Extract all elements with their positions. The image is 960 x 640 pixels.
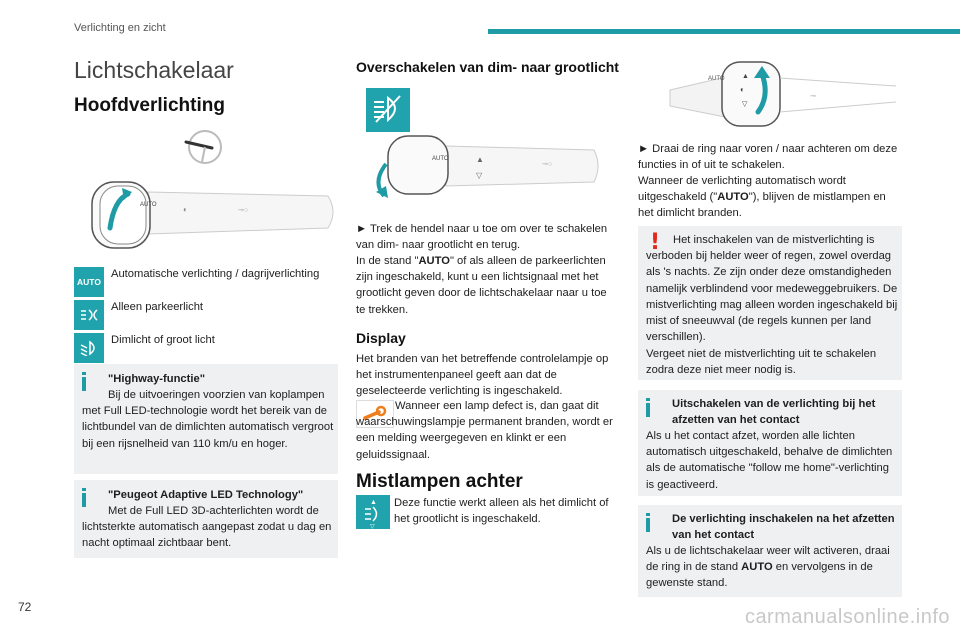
svg-text:▽: ▽	[370, 524, 375, 529]
page-number: 72	[18, 600, 32, 614]
parking-light-icon	[74, 300, 104, 330]
svg-text:▲: ▲	[370, 499, 377, 506]
info-note-highway	[74, 364, 338, 474]
svg-text:▽: ▽	[476, 171, 483, 180]
info-note-adaptive-led	[74, 480, 338, 558]
rear-fog-icon	[356, 495, 390, 529]
note-title: "Highway-functie"	[108, 373, 206, 385]
svg-text:⊸: ⊸	[810, 93, 816, 100]
info-icon	[646, 398, 650, 417]
svg-text:◐: ◐	[740, 85, 745, 94]
paragraph-auto-flash: In de stand "AUTO" of als alleen de parkeerlichten zijn ingeschakeld, kunt u een lichtsignaal met het grootlicht geven door de lichtschakelaar naar u toe te trekken.	[356, 255, 607, 316]
svg-text:▲: ▲	[476, 155, 484, 164]
heading-dim-grootlicht: Overschakelen van dim- naar grootlicht	[356, 59, 619, 75]
svg-text:⊸○: ⊸○	[542, 161, 553, 168]
light-stalk-illustration	[88, 172, 338, 254]
header-accent-bar	[488, 29, 960, 34]
watermark: carmanualsonline.info	[744, 606, 950, 628]
note-body: Bij de uitvoeringen voorzien van koplampen met Full LED-technologie wordt het bereik van de lichtbundel van de dimlichten automatisch vergroot bij een rijsnelheid van 110 km/u en hoger.	[82, 389, 334, 450]
auto-icon: AUTO	[74, 267, 104, 297]
paragraph-lamp-defect: Wanneer een lamp defect is, dan gaat dit waarschuwingslampje permanent branden, wordt er een melding weergegeven en klinkt er een geluidssignaal.	[356, 400, 613, 461]
warning-text: Het inschakelen van de mistverlichting is verboden bij helder weer of regen, zowel overdag als 's nachts. Ze zijn onder deze omstandigheden namelijk verblindend voor medeweggebruikers. De mistverlichting mag alleen worden ingeschakeld bij mist of sneeuwval (de regels kunnen per land verschillen).	[646, 234, 898, 344]
note-body: Als u het contact afzet, worden alle lichten automatisch uitgeschakeld, behalve de dimlichten als de automatische "follow me home"-verlichting is geactiveerd.	[646, 430, 893, 491]
legend-label-parking: Alleen parkeerlicht	[111, 301, 204, 313]
page-title: Lichtschakelaar	[74, 57, 234, 83]
svg-text:⊸○: ⊸○	[238, 207, 249, 214]
svg-text:AUTO: AUTO	[140, 202, 157, 208]
steering-wheel-icon	[180, 128, 226, 166]
info-note-switch-off	[638, 390, 902, 496]
high-beam-icon	[366, 88, 410, 132]
heading-display: Display	[356, 330, 406, 346]
paragraph-display: Het branden van het betreffende controlelampje op het instrumentenpaneel geeft aan dat de geselecteerde verlichting is ingeschakeld.	[356, 353, 609, 398]
note-title: "Peugeot Adaptive LED Technology"	[108, 489, 304, 501]
note-body: Als u de lichtschakelaar weer wilt activeren, draai de ring in de stand AUTO en vervolgens in de gewenste stand.	[646, 545, 890, 590]
svg-text:AUTO: AUTO	[708, 76, 725, 82]
stalk-pull-illustration	[366, 132, 602, 202]
section-header: Verlichting en zicht	[74, 22, 166, 34]
note-title: Uitschakelen van de verlichting bij het afzetten van het contact	[672, 398, 876, 427]
svg-text:▽: ▽	[742, 101, 748, 108]
note-title: De verlichting inschakelen na het afzetten van het contact	[672, 513, 895, 542]
svg-text:▲: ▲	[742, 73, 749, 80]
svg-text:AUTO: AUTO	[432, 156, 449, 162]
legend-label-dipped: Dimlicht of groot licht	[111, 334, 215, 346]
info-icon	[646, 513, 650, 532]
svg-text:◐: ◐	[183, 205, 188, 214]
note-body: Met de Full LED 3D-achterlichten wordt de lichtsterkte automatisch aangepast zodat u dag en nacht optimaal zichtbaar bent.	[82, 505, 332, 550]
warning-reminder: Vergeet niet de mistverlichting uit te schakelen zodra deze niet meer nodig is.	[646, 348, 877, 377]
heading-mistlampen: Mistlampen achter	[356, 471, 523, 492]
dipped-beam-icon	[74, 333, 104, 363]
paragraph-fog-condition: Deze functie werkt alleen als het dimlicht of het grootlicht is ingeschakeld.	[394, 497, 609, 526]
info-note-reactivate	[638, 505, 902, 597]
paragraph-rotate-ring: ► Draai de ring naar voren / naar achteren om deze functies in of uit te schakelen.	[638, 143, 898, 172]
legend-label-auto: Automatische verlichting / dagrijverlichting	[111, 268, 320, 280]
paragraph-auto-off: Wanneer de verlichting automatisch wordt uitgeschakeld ("AUTO"), blijven de mistlampen en het dimlicht branden.	[638, 175, 886, 220]
heading-hoofdverlichting: Hoofdverlichting	[74, 95, 225, 116]
exclamation-warning-icon: !	[650, 230, 661, 255]
warning-note-fog	[638, 226, 902, 380]
paragraph-pull-stalk: ► Trek de hendel naar u toe om over te schakelen van dim- naar grootlicht en terug.	[356, 223, 608, 252]
ring-rotate-illustration	[650, 56, 900, 132]
